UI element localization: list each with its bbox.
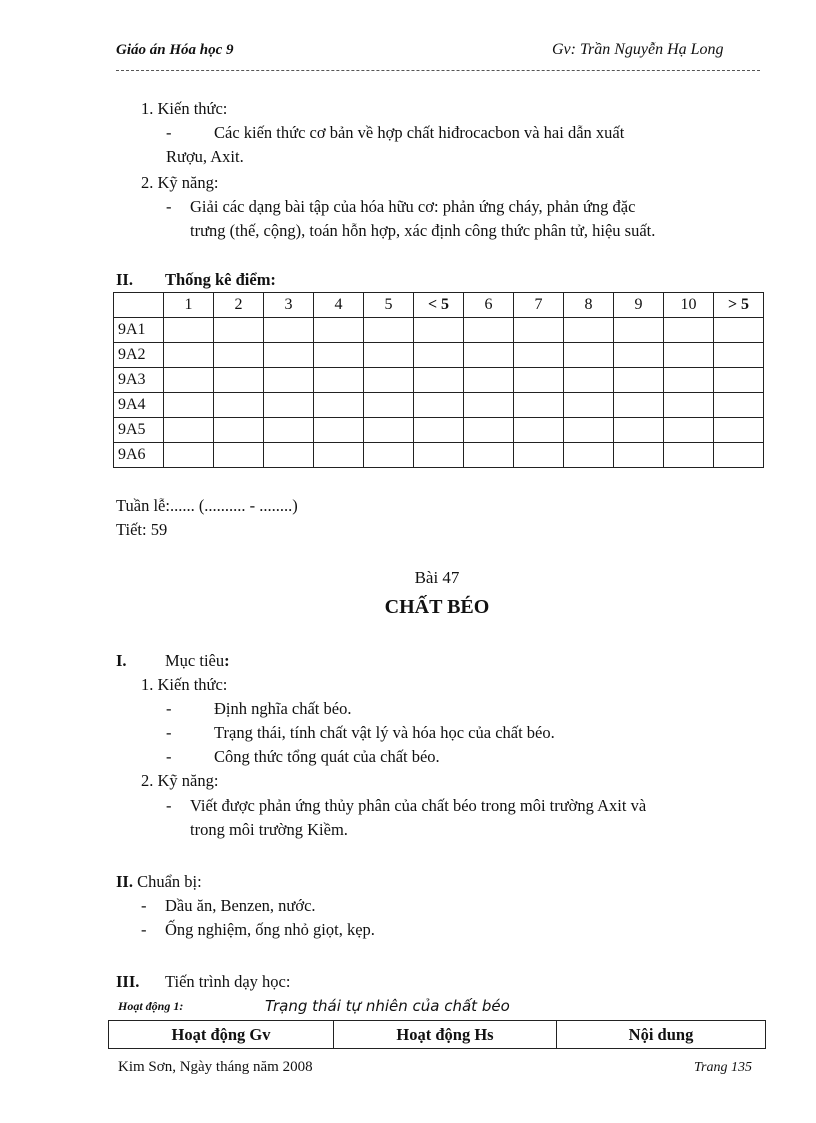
activity-title: Trạng thái tự nhiên của chất béo [265,997,510,1015]
col-header: < 5 [414,293,464,318]
stats-title: Thống kê điểm: [165,270,276,289]
process-title: Tiến trình dạy học: [165,972,291,991]
col-header: 6 [464,293,514,318]
prep-heading: II. Chuẩn bị: [116,872,202,891]
dash: - [166,796,172,815]
table-header-row [109,1021,766,1049]
row-label: 9A5 [114,418,164,443]
knowledge-heading: 1. Kiến thức: [141,675,228,694]
row-label: 9A6 [114,443,164,468]
table-row [114,418,764,443]
col-header: Hoạt động Hs [334,1021,557,1049]
skills-heading: 2. Kỹ năng: [141,771,219,790]
header-right: Gv: Trần Nguyễn Hạ Long [552,41,724,58]
skills-heading: 2. Kỹ năng: [141,173,219,192]
header-divider [116,70,760,71]
knowledge-line-1: Các kiến thức cơ bản về hợp chất hiđrocacbon và hai dẫn xuất [214,123,625,142]
objective-item: Công thức tổng quát của chất béo. [214,747,440,766]
section-numeral: III. [116,972,140,991]
dash: - [166,747,172,766]
row-label: 9A1 [114,318,164,343]
dash: - [166,723,172,742]
table-row [114,343,764,368]
col-header: Hoạt động Gv [109,1021,334,1049]
score-table [113,292,764,468]
skills-line-1: Viết được phản ứng thủy phân của chất béo trong môi trường Axit và [190,796,647,815]
knowledge-line-2: Rượu, Axit. [166,147,244,166]
section-numeral: I. [116,651,127,670]
dash: - [141,896,147,915]
col-header: > 5 [714,293,764,318]
dash: - [141,920,147,939]
col-header: 10 [664,293,714,318]
header-left: Giáo án Hóa học 9 [116,42,234,58]
row-label: 9A4 [114,393,164,418]
col-header: 9 [614,293,664,318]
skills-line-2: trưng (thế, cộng), toán hỗn hợp, xác định công thức phân tử, hiệu suất. [190,221,656,240]
activity-label: Hoạt động 1: [118,999,184,1013]
skills-line-2: trong môi trường Kiềm. [190,820,348,839]
knowledge-heading: 1. Kiến thức: [141,99,228,118]
dash: - [166,699,172,718]
col-header: 8 [564,293,614,318]
objective-item: Trạng thái, tính chất vật lý và hóa học của chất béo. [214,723,555,742]
row-label: 9A3 [114,368,164,393]
table-row [114,368,764,393]
col-header: 4 [314,293,364,318]
prep-item: Ống nghiệm, ống nhỏ giọt, kẹp. [165,920,375,939]
col-header: Nội dung [557,1021,766,1049]
objectives-title: Mục tiêu: [165,651,230,670]
section-numeral: II. [116,270,133,289]
col-header: 3 [264,293,314,318]
lesson-title: CHẤT BÉO [384,596,490,618]
dash: - [166,197,172,216]
week-line: Tuần lễ:...... (.......... - ........) [116,496,298,515]
table-header-row [114,293,764,318]
objective-item: Định nghĩa chất béo. [214,699,352,718]
table-row [114,318,764,343]
col-header: 1 [164,293,214,318]
table-corner [114,293,164,318]
period-line: Tiết: 59 [116,520,168,539]
table-row [114,393,764,418]
dash: - [166,123,172,142]
skills-line-1: Giải các dạng bài tập của hóa hữu cơ: phản ứng cháy, phản ứng đặc [190,197,636,216]
row-label: 9A2 [114,343,164,368]
col-header: 5 [364,293,414,318]
footer-left: Kim Sơn, Ngày tháng năm 2008 [118,1059,313,1075]
lesson-number: Bài 47 [414,568,460,587]
table-row [114,443,764,468]
activity-table [108,1020,766,1049]
col-header: 7 [514,293,564,318]
page-number: Trang 135 [694,1060,752,1075]
prep-item: Dầu ăn, Benzen, nước. [165,896,316,915]
col-header: 2 [214,293,264,318]
